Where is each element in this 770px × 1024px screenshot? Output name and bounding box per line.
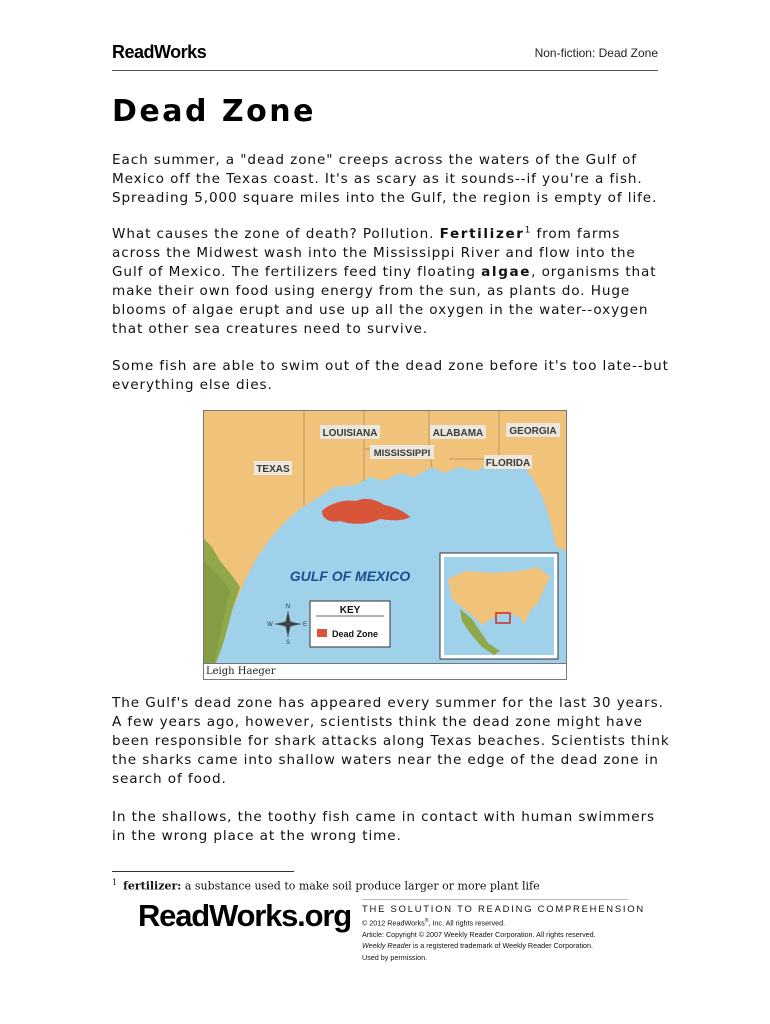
term-algae: algae [481,264,532,280]
label-mississippi: MISSISSIPPI [373,448,431,459]
state-label-texas [254,461,292,475]
readworks-footer-logo: ReadWorks.org [138,898,351,933]
paragraph-4: The Gulf's dead zone has appeared every summer for the last 30 years. A few years ago, however, scientists think the dead zone might have been responsible for shark attacks along Texas beaches. Scientists think the sharks came into shallow waters near the edge of the dead zone in search of food. [112,695,670,787]
page-header [112,42,658,71]
state-label-georgia [506,423,560,437]
gulf-of-mexico-label: GULF OF MEXICO [289,568,411,584]
inset-usa-map [440,553,558,659]
gulf-map-figure [203,410,567,680]
footnote [112,878,540,893]
paragraph-3: Some fish are able to swim out of the dead zone before it's too late--but everything else dies. [112,358,669,393]
readworks-brand: ReadWorks [112,42,207,62]
paragraph-5: In the shallows, the toothy fish came in contact with human swimmers in the wrong place at the wrong time. [112,809,656,844]
paragraph-2-text: What causes the zone of death? Pollution. [112,226,440,242]
label-louisiana: LOUISIANA [322,428,378,439]
label-georgia: GEORGIA [509,426,557,437]
copyright-line: © 2012 ReadWorks®, Inc. All rights reserved. [362,918,506,928]
trademark-line: Weekly Reader is a registered trademark of Weekly Reader Corporation. [362,941,594,951]
paragraph-2 [112,225,672,339]
paragraph-1: Each summer, a "dead zone" creeps across the waters of the Gulf of Mexico off the Texas coast. It's as scary as it sounds--if you're a fish. Spreading 5,000 square miles into the Gulf, the region is empty of life. [112,152,658,206]
state-label-florida [484,455,532,469]
footer-credits [362,916,596,963]
compass-w: W [267,622,273,628]
compass-e: E [302,622,308,628]
term-fertilizer: Fertilizer [439,226,525,242]
footnote-number: 1 [112,878,118,887]
key-title: KEY [339,605,361,616]
map-key [310,601,390,647]
paragraph-2-text: , organisms that make their own food using energy from the sun, as plants do. Huge blooms of algae erupt and use up all the oxygen in the water--oxygen that other sea creatures need to survive. [112,264,657,337]
footnote-ref: 1 [524,225,532,236]
footer-divider [362,899,628,900]
label-alabama: ALABAMA [432,428,484,439]
key-swatch [317,629,327,637]
state-label-alabama [430,425,486,439]
article-credit-line: Article: Copyright © 2007 Weekly Reader Corporation. All rights reserved. [362,929,596,939]
map-caption: Leigh Haeger [204,663,566,679]
compass-s: S [285,640,291,646]
footer-tagline: THE SOLUTION TO READING COMPREHENSION [362,903,645,914]
section-label: Non-fiction: Dead Zone [534,46,658,60]
paragraph-2-text: from farms across the Midwest wash into the Mississippi River and flow into the Gulf of Mexico. The fertilizers feed tiny floating [112,226,636,280]
state-label-louisiana [320,425,380,439]
footnote-term: fertilizer: [123,879,182,893]
article-title: Dead Zone [112,94,316,129]
label-florida: FLORIDA [485,458,531,469]
gulf-of-mexico-map [204,411,566,663]
compass-n: N [285,604,291,610]
label-texas: TEXAS [256,464,290,475]
footnote-divider [112,871,294,872]
key-dead-zone-label: Dead Zone [332,629,379,639]
permission-line: Used by permission. [362,952,428,962]
state-label-mississippi [370,445,434,459]
footnote-definition: a substance used to make soil produce larger or more plant life [181,879,540,893]
